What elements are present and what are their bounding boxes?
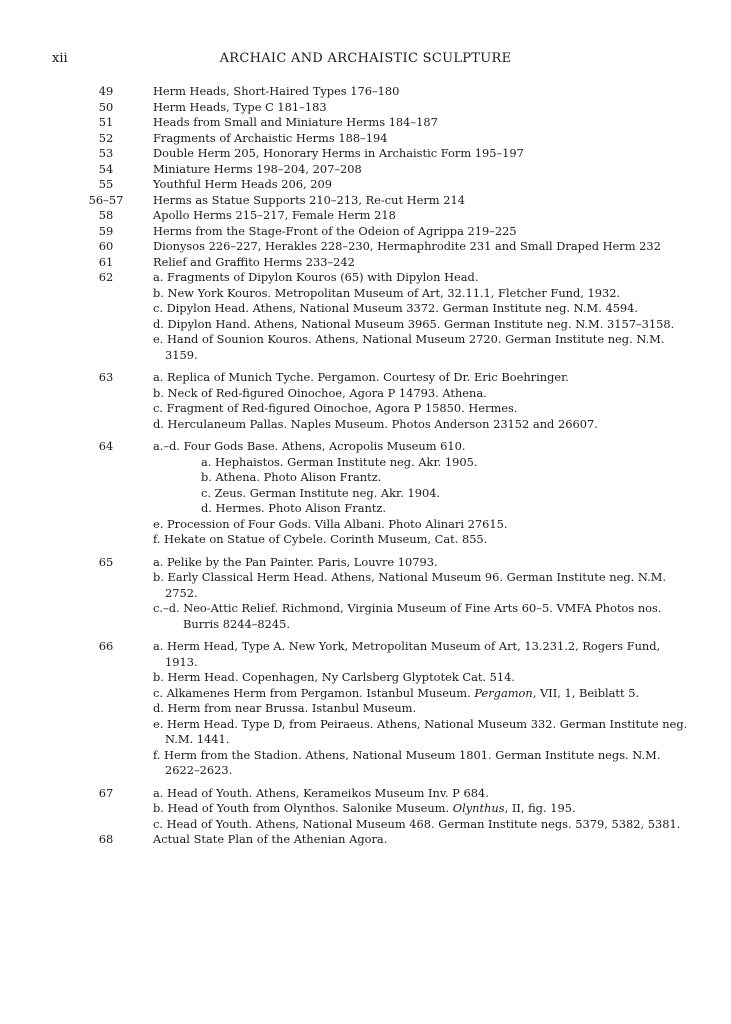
plate-description: Herms as Statue Supports 210–213, Re-cut Herm 214	[153, 192, 465, 207]
plate-number: 54	[98, 161, 114, 176]
plate-subitem: b. New York Kouros. Metropolitan Museum of Art, 32.11.1, Fletcher Fund, 1932.	[153, 285, 621, 300]
plate-description	[153, 639, 693, 779]
plate-description	[153, 786, 693, 833]
plate-list	[0, 84, 731, 848]
plate-subitem: a. Herm Head, Type A. New York, Metropolitan Museum of Art, 13.231.2, Rogers Fund, 1913.	[153, 639, 661, 669]
plate-subitem: c. Head of Youth. Athens, National Museum 468. German Institute negs. 5379, 5382, 5381.	[153, 816, 681, 831]
plate-description: Miniature Herms 198–204, 207–208	[153, 161, 362, 176]
plate-description: Youthful Herm Heads 206, 209	[153, 177, 332, 191]
plate-subitem: f. Hekate on Statue of Cybele. Corinth Museum, Cat. 855.	[153, 532, 488, 546]
plate-subitem: e. Procession of Four Gods. Villa Albani. Photo Alinari 27615.	[153, 516, 508, 531]
plate-subitem: e. Hand of Sounion Kouros. Athens, National Museum 2720. German Institute neg. N.M. 3159.	[153, 332, 665, 362]
plate-entry	[0, 115, 731, 131]
plate-description	[153, 555, 693, 633]
plate-entry	[0, 832, 731, 848]
plate-subitem: b. Early Classical Herm Head. Athens, National Museum 96. German Institute neg. N.M. 2752.	[153, 570, 666, 600]
plate-subsubitem: c. Zeus. German Institute neg. Akr. 1904.	[201, 485, 441, 500]
plate-entry	[0, 439, 731, 548]
plate-description: Fragments of Archaistic Herms 188–194	[153, 130, 388, 145]
running-title: ARCHAIC AND ARCHAISTIC SCULPTURE	[219, 51, 512, 66]
plate-entry	[0, 162, 731, 178]
plate-entry	[0, 239, 731, 255]
plate-description: Herms from the Stage-Front of the Odeion of Agrippa 219–225	[153, 223, 517, 238]
plate-description: Actual State Plan of the Athenian Agora.	[153, 832, 388, 846]
plate-description: Heads from Small and Miniature Herms 184–187	[153, 115, 438, 129]
plate-description	[153, 370, 693, 432]
plate-number: 59	[98, 223, 114, 238]
subitem-text: b. Head of Youth from Olynthos. Salonike Museum.	[153, 801, 450, 815]
plate-subitem: d. Herm from near Brussa. Istanbul Museum.	[153, 701, 417, 715]
plate-entry	[0, 270, 731, 363]
plate-number: 51	[98, 115, 114, 129]
plate-subitem: c.–d. Neo-Attic Relief. Richmond, Virginia Museum of Fine Arts 60–5. VMFA Photos nos. Burris 8244–8245.	[153, 601, 662, 631]
plate-subitem: a. Fragments of Dipylon Kouros (65) with Dipylon Head.	[153, 270, 479, 284]
plate-number: 52	[98, 130, 114, 145]
plate-number: 55	[98, 177, 114, 191]
plate-description: Apollo Herms 215–217, Female Herm 218	[153, 208, 396, 222]
page-header	[0, 51, 731, 71]
plate-subitem: a. Head of Youth. Athens, Kerameikos Museum Inv. P 684.	[153, 785, 489, 800]
plate-description	[153, 439, 693, 548]
plate-entry	[0, 639, 731, 779]
plate-number: 62	[98, 270, 114, 284]
plate-number: 65	[98, 554, 114, 569]
plate-description: Herm Heads, Short-Haired Types 176–180	[153, 84, 400, 98]
plate-entry	[0, 255, 731, 271]
plate-description: Relief and Graffito Herms 233–242	[153, 254, 355, 269]
plate-number: 50	[98, 99, 114, 114]
plate-subitem: c. Dipylon Head. Athens, National Museum 3372. German Institute neg. N.M. 4594.	[153, 301, 639, 315]
plate-subitem: a.–d. Four Gods Base. Athens, Acropolis Museum 610.	[153, 439, 466, 453]
plate-subitem: b. Neck of Red-figured Oinochoe, Agora P 14793. Athena.	[153, 385, 487, 400]
plate-subitem: e. Herm Head. Type D, from Peiraeus. Athens, National Museum 332. German Institute neg. N.M. 1441.	[153, 716, 688, 746]
citation-text: , VII, 1, Beiblatt 5.	[532, 685, 640, 700]
plate-subitem	[153, 686, 693, 702]
plate-description: Herm Heads, Type C 181–183	[153, 99, 327, 114]
plate-subitem: b. Herm Head. Copenhagen, Ny Carlsberg Glyptotek Cat. 514.	[153, 670, 516, 684]
publication-title: Pergamon	[474, 685, 533, 700]
plate-subitem	[153, 801, 693, 817]
plate-subitem: f. Herm from the Stadion. Athens, National Museum 1801. German Institute negs. N.M. 2622–2623.	[153, 747, 661, 777]
plate-entry	[0, 131, 731, 147]
plate-subitem: a. Replica of Munich Tyche. Pergamon. Courtesy of Dr. Eric Boehringer.	[153, 370, 569, 384]
plate-entry	[0, 177, 731, 193]
plate-entry	[0, 84, 731, 100]
plate-description	[153, 270, 693, 363]
plate-number: 53	[98, 146, 114, 160]
plate-entry	[0, 786, 731, 833]
plate-entry	[0, 555, 731, 633]
plate-entry	[0, 100, 731, 116]
plate-number: 49	[98, 84, 114, 98]
plate-description: Double Herm 205, Honorary Herms in Archaistic Form 195–197	[153, 146, 524, 160]
plate-number: 63	[98, 370, 114, 384]
plate-number: 60	[98, 239, 114, 253]
plate-subsubitem: b. Athena. Photo Alison Frantz.	[201, 470, 382, 484]
plate-subitem: c. Fragment of Red-figured Oinochoe, Agora P 15850. Hermes.	[153, 401, 518, 415]
plate-entry	[0, 208, 731, 224]
publication-title: Olynthus	[452, 801, 505, 815]
plate-subsubitem: a. Hephaistos. German Institute neg. Akr. 1905.	[201, 454, 478, 469]
plate-number: 68	[98, 832, 114, 846]
page-number: xii	[52, 51, 68, 66]
plate-number: 58	[98, 208, 114, 222]
plate-subitem: d. Herculaneum Pallas. Naples Museum. Photos Anderson 23152 and 26607.	[153, 416, 598, 431]
subitem-text: c. Alkamenes Herm from Pergamon. Istanbul Museum.	[153, 685, 471, 700]
plate-number: 66	[98, 639, 114, 653]
plate-subitem: d. Dipylon Hand. Athens, National Museum 3965. German Institute neg. N.M. 3157–3158.	[153, 316, 675, 331]
plate-subitem: a. Pelike by the Pan Painter. Paris, Louvre 10793.	[153, 554, 438, 569]
plate-entry	[0, 193, 731, 209]
plate-entry	[0, 370, 731, 432]
plate-entry	[0, 146, 731, 162]
plate-subsubitem: d. Hermes. Photo Alison Frantz.	[201, 501, 387, 515]
plate-number: 56–57	[88, 192, 124, 207]
plate-number: 64	[98, 439, 114, 453]
plate-number: 67	[98, 785, 114, 800]
plate-number: 61	[98, 254, 114, 269]
citation-text: , II, fig. 195.	[504, 801, 576, 815]
plate-description: Dionysos 226–227, Herakles 228–230, Hermaphrodite 231 and Small Draped Herm 232	[153, 239, 661, 253]
plate-entry	[0, 224, 731, 240]
